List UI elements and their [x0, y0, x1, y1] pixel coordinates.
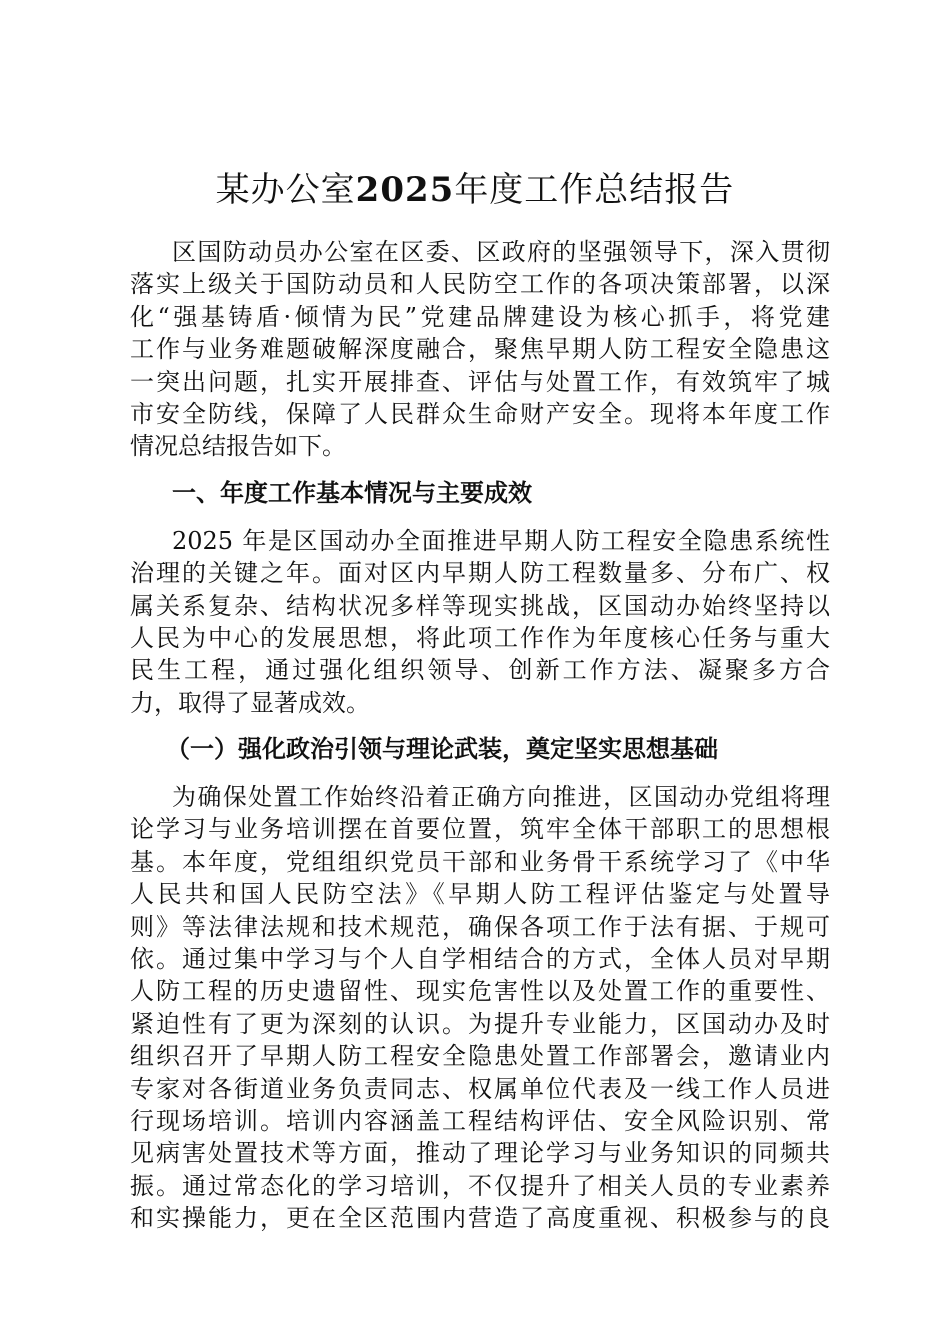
- paragraph-line: 情况总结报告如下。: [130, 432, 346, 461]
- paragraph-line: 为确保处置工作始终沿着正确方向推进，区国动办党组将理: [172, 783, 830, 812]
- paragraph-line: 依。通过集中学习与个人自学相结合的方式，全体人员对早期: [130, 945, 830, 974]
- title-suffix: 年度工作总结报告: [454, 170, 735, 210]
- paragraph-line: 工作与业务难题破解深度融合，聚焦早期人防工程安全隐患这: [130, 335, 830, 364]
- paragraph-line: 化“强基铸盾·倾情为民”党建品牌建设为核心抓手，将党建: [130, 302, 830, 331]
- paragraph-line: 紧迫性有了更为深刻的认识。为提升专业能力，区国动办及时: [130, 1009, 830, 1038]
- paragraph-line: 市安全防线，保障了人民群众生命财产安全。现将本年度工作: [130, 399, 830, 428]
- paragraph-line: 专家对各街道业务负责同志、权属单位代表及一线工作人员进: [130, 1074, 830, 1103]
- paragraph-line: 人防工程的历史遗留性、现实危害性以及处置工作的重要性、: [130, 977, 830, 1006]
- paragraph-line: 行现场培训。培训内容涵盖工程结构评估、安全风险识别、常: [130, 1106, 830, 1135]
- paragraph-line: 一突出问题，扎实开展排查、评估与处置工作，有效筑牢了城: [130, 367, 830, 396]
- paragraph-line: 振。通过常态化的学习培训，不仅提升了相关人员的专业素养: [130, 1171, 830, 1200]
- paragraph-line: 人民共和国人民防空法》《早期人防工程评估鉴定与处置导: [130, 880, 830, 909]
- paragraph-line: 落实上级关于国防动员和人民防空工作的各项决策部署，以深: [130, 270, 830, 299]
- section-1-paragraph: [130, 525, 830, 719]
- document-title: [0, 168, 950, 212]
- title-prefix: 某办公室: [215, 170, 356, 210]
- paragraph-line: 论学习与业务培训摆在首要位置，筑牢全体干部职工的思想根: [130, 815, 830, 844]
- paragraph-line: 基。本年度，党组组织党员干部和业务骨干系统学习了《中华: [130, 847, 830, 876]
- document-body: [130, 236, 830, 1235]
- paragraph-line: 2025 年是区国动办全面推进早期人防工程安全隐患系统性: [172, 526, 830, 555]
- subsection-heading: （一）强化政治引领与理论武装，奠定坚实思想基础: [166, 735, 718, 764]
- paragraph-line: 组织召开了早期人防工程安全隐患处置工作部署会，邀请业内: [130, 1042, 830, 1071]
- subsection-1-paragraph: [130, 781, 830, 1234]
- paragraph-line: 则》等法律法规和技术规范，确保各项工作于法有据、于规可: [130, 912, 830, 941]
- paragraph-line: 属关系复杂、结构状况多样等现实挑战，区国动办始终坚持以: [130, 591, 830, 620]
- paragraph-line: 和实操能力，更在全区范围内营造了高度重视、积极参与的良: [130, 1204, 830, 1233]
- intro-paragraph: [130, 236, 830, 463]
- paragraph-line: 人民为中心的发展思想，将此项工作作为年度核心任务与重大: [130, 623, 830, 652]
- paragraph-line: 民生工程，通过强化组织领导、创新工作方法、凝聚多方合: [130, 656, 830, 685]
- section-heading: 一、年度工作基本情况与主要成效: [172, 478, 532, 507]
- paragraph-line: 力，取得了显著成效。: [130, 688, 370, 717]
- paragraph-line: 治理的关键之年。面对区内早期人防工程数量多、分布广、权: [130, 559, 830, 588]
- paragraph-line: 区国防动员办公室在区委、区政府的坚强领导下，深入贯彻: [172, 238, 830, 266]
- paragraph-line: 见病害处置技术等方面，推动了理论学习与业务知识的同频共: [130, 1139, 830, 1168]
- title-year: 2025: [355, 170, 455, 210]
